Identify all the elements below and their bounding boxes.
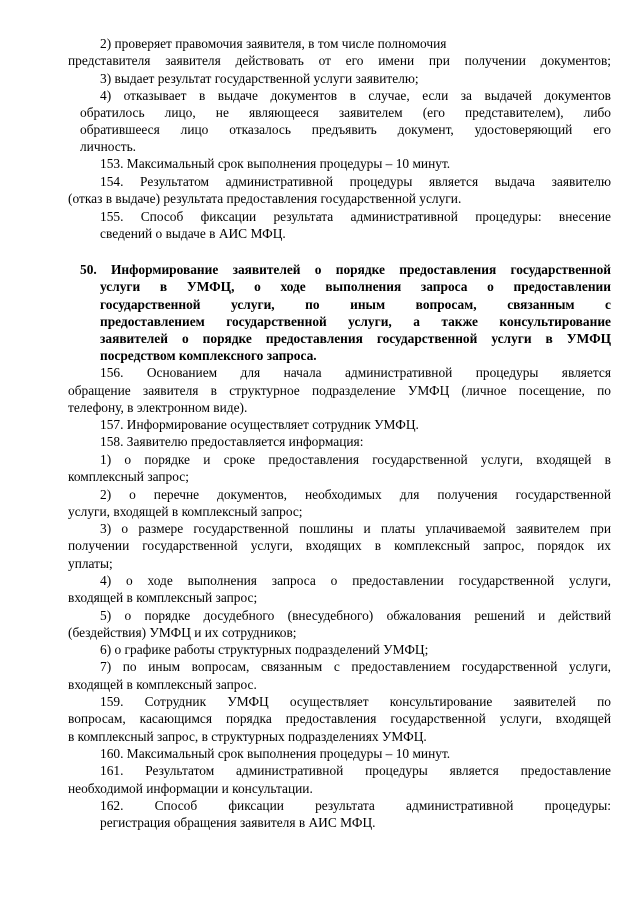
text-line: 161. Результатом административной процедуры является предоставление [100,763,611,778]
text-line: 153. Максимальный срок выполнения процедуры – 10 минут. [100,156,451,171]
text-line: (отказ в выдаче) результата предоставления государственной услуги. [68,191,462,206]
text-line: входящей в комплексный запрос; [68,590,258,605]
text-line: 157. Информирование осуществляет сотрудник УМФЦ. [100,417,419,432]
text-line: необходимой информации и консультации. [68,781,313,796]
section-heading-line: 50. Информирование заявителей о порядке предоставления государственной [80,262,611,277]
text-line: 5) о порядке досудебного (внесудебного) обжалования решений и действий [100,608,611,623]
text-line: 7) по иным вопросам, связанным с предоставлением государственной услуги, [100,659,611,674]
text-line: 156. Основанием для начала административной процедуры является [100,365,611,380]
text-line: 3) выдает результат государственной услуги заявителю; [100,71,419,86]
text-line: 1) о порядке и сроке предоставления государственной услуги, входящей в [100,452,611,467]
text-line: обращение заявителя в структурное подразделение УМФЦ (личное посещение, по [68,383,611,398]
section-heading-line: предоставлением государственной услуги, а также консультирование [100,314,611,329]
text-line: 155. Способ фиксации результата административной процедуры: внесение [100,209,611,224]
section-heading-line: посредством комплексного запроса. [100,348,317,363]
section-heading-line: государственной услуги, по иным вопросам, связанным с [100,297,611,312]
section-heading-line: услуги в УМФЦ, о ходе выполнения запроса о предоставлении [100,279,611,294]
text-line: 2) о перечне документов, необходимых для получения государственной [100,487,611,502]
text-line: комплексный запрос; [68,469,189,484]
text-line: 159. Сотрудник УМФЦ осуществляет консультирование заявителей по [100,694,611,709]
text-line: обратившееся лицо отказалось предъявить документ, удостоверяющий его [80,122,611,137]
text-line: 158. Заявителю предоставляется информация: [100,434,364,449]
text-line: (бездействия) УМФЦ и их сотрудников; [68,625,297,640]
text-line: сведений о выдаче в АИС МФЦ. [100,226,286,241]
text-line: 4) отказывает в выдаче документов в случае, если за выдачей документов [100,88,611,103]
text-line: получении государственной услуги, входящих в комплексный запрос, порядок их [68,538,611,553]
text-line: регистрация обращения заявителя в АИС МФЦ. [100,815,376,830]
text-line: 4) о ходе выполнения запроса о предоставлении государственной услуги, [100,573,611,588]
text-line: телефону, в электронном виде). [68,400,248,415]
text-line: 6) о графике работы структурных подразделений УМФЦ; [100,642,429,657]
text-line: уплаты; [68,556,113,571]
text-line: входящей в комплексный запрос. [68,677,257,692]
text-line: представителя заявителя действовать от его имени при получении документов; [68,53,611,68]
text-line: вопросам, касающимся порядка предоставления государственной услуги, входящей [68,711,611,726]
section-heading-line: заявителей о порядке предоставления государственной услуги в УМФЦ [100,331,611,346]
text-line: в комплексный запрос, в структурных подразделениях УМФЦ. [68,729,427,744]
text-line: услуги, входящей в комплексный запрос; [68,504,303,519]
text-line: личность. [80,139,137,154]
text-line: 3) о размере государственной пошлины и платы уплачиваемой заявителем при [100,521,611,536]
text-line: 162. Способ фиксации результата административной процедуры: [100,798,611,813]
text-line: 154. Результатом административной процедуры является выдача заявителю [100,174,611,189]
text-line: обратилось лицо, не являющееся заявителем (его представителем), либо [80,105,611,120]
text-line: 2) проверяет правомочия заявителя, в том числе полномочия [100,36,447,51]
text-line: 160. Максимальный срок выполнения процедуры – 10 минут. [100,746,451,761]
